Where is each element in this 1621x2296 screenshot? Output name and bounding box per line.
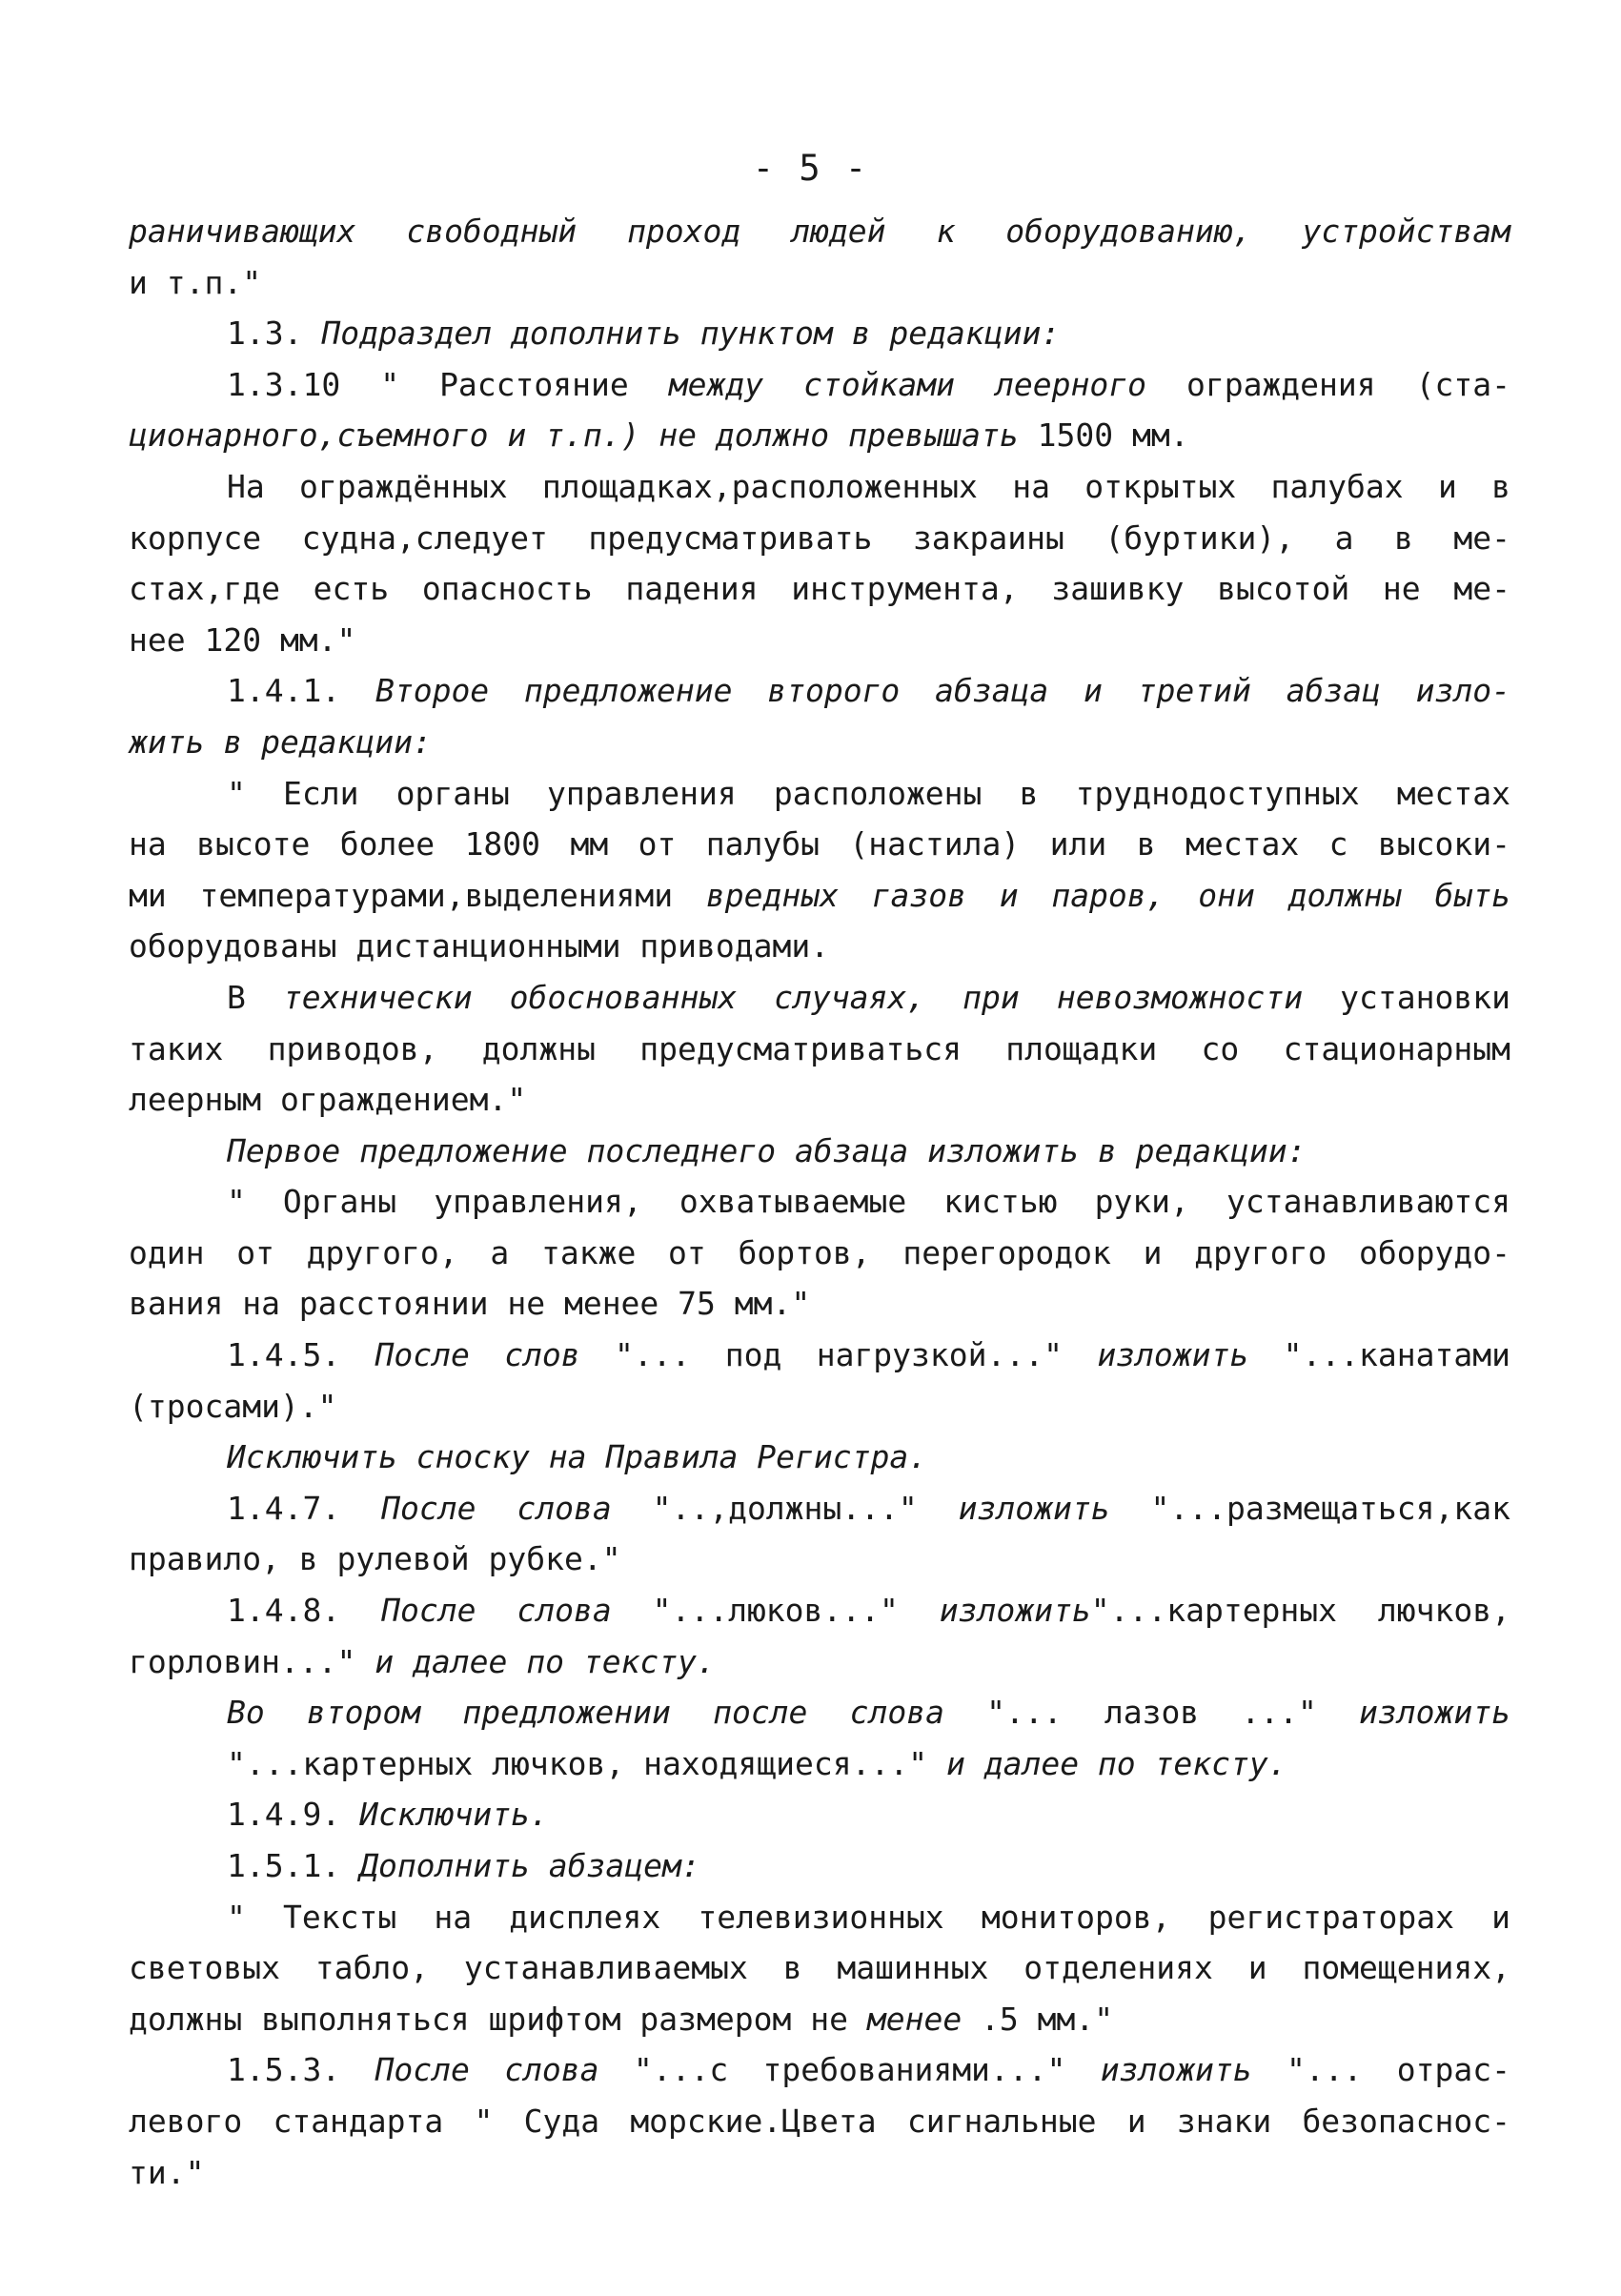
page-number: - 5 -: [752, 148, 869, 189]
text-segment: " Если органы управления расположены в труднодоступных местах: [227, 774, 1510, 812]
text-line: [129, 921, 1510, 972]
text-segment: ми температурами,выделениями: [129, 876, 706, 914]
text-segment: 1.4.9.: [227, 1796, 360, 1834]
text-line: [129, 1432, 1510, 1483]
text-segment: Второе предложение второго абзаца и третий абзац изло-: [375, 672, 1511, 710]
text-segment: Дополнить абзацем:: [359, 1847, 700, 1884]
text-segment: "...картерных лючков, находящиеся...": [227, 1744, 946, 1782]
text-line: [129, 768, 1510, 820]
text-line: [129, 2147, 1510, 2199]
text-line: [129, 410, 1510, 461]
text-line: [129, 1840, 1510, 1892]
text-segment: "...картерных лючков,: [1090, 1592, 1511, 1630]
text-segment: "... отрас-: [1251, 2051, 1510, 2089]
text-segment: должны выполняться шрифтом размером не: [129, 2000, 867, 2038]
text-segment: менее: [866, 2000, 962, 2038]
text-segment: 1500 мм.: [1037, 417, 1189, 455]
text-segment: 1.5.1.: [227, 1847, 360, 1884]
text-line: [129, 563, 1510, 615]
text-segment: изложить: [1100, 2051, 1252, 2089]
text-segment: 1.3.10 " Расстояние: [227, 365, 669, 403]
text-segment: 1.4.1.: [227, 672, 375, 710]
text-segment: левого стандарта " Суда морские.Цвета сигнальные и знаки безопаснос-: [129, 2102, 1510, 2140]
text-line: [129, 1024, 1510, 1075]
text-line: [129, 819, 1510, 870]
text-line: [129, 1687, 1510, 1738]
text-line: [129, 1789, 1510, 1840]
text-line: [129, 1278, 1510, 1330]
text-segment: ционарного,съемного и т.п.) не должно превышать: [129, 417, 1038, 455]
text-segment: " Органы управления, охватываемые кистью руки, устанавливаются: [227, 1183, 1510, 1221]
text-line: [129, 717, 1510, 768]
text-segment: "...канатами: [1248, 1336, 1510, 1374]
text-segment: один от другого, а также от бортов, перегородок и другого оборудо-: [129, 1233, 1510, 1271]
text-segment: После слова: [375, 2051, 599, 2089]
text-segment: леерным ограждением.": [129, 1081, 527, 1119]
text-line: [129, 1738, 1510, 1790]
text-line: [129, 1585, 1510, 1636]
text-segment: между стойками леерного: [668, 365, 1146, 403]
text-segment: установки: [1303, 978, 1510, 1016]
text-segment: изложить: [958, 1489, 1110, 1527]
text-segment: 1.5.3.: [227, 2051, 375, 2089]
text-line: [129, 1126, 1510, 1177]
text-line: [129, 2096, 1510, 2147]
text-line: [129, 665, 1510, 717]
text-segment: ти.": [129, 2153, 205, 2191]
text-line: [129, 513, 1510, 564]
text-line: [129, 257, 1510, 309]
text-segment: После слова: [381, 1592, 612, 1630]
text-segment: В: [227, 978, 283, 1016]
text-segment: (тросами).": [129, 1387, 337, 1425]
text-segment: и далее по тексту.: [375, 1642, 716, 1680]
text-segment: Исключить сноску на Правила Регистра.: [227, 1438, 928, 1476]
text-segment: 1.4.7.: [227, 1489, 382, 1527]
text-segment: Подраздел дополнить пунктом в редакции:: [321, 315, 1061, 353]
text-segment: "...размещаться,как: [1109, 1489, 1510, 1527]
text-segment: световых табло, устанавливаемых в машинных отделениях и помещениях,: [129, 1949, 1510, 1987]
text-segment: и т.п.": [129, 263, 262, 301]
text-segment: и далее по тексту.: [945, 1744, 1287, 1782]
text-segment: вредных газов и паров, они должны быть: [705, 876, 1510, 914]
text-segment: на высоте более 1800 мм от палубы (настила) или в местах с высоки-: [129, 825, 1510, 864]
text-line: [129, 1483, 1510, 1534]
text-line: [129, 615, 1510, 666]
text-segment: На ограждённых площадках,расположенных на открытых палубах и в: [227, 467, 1510, 505]
text-segment: вания на расстоянии не менее 75 мм.": [129, 1285, 811, 1323]
text-segment: "...с требованиями...": [598, 2051, 1101, 2089]
text-segment: оборудованы дистанционными приводами.: [129, 927, 830, 965]
text-line: [129, 972, 1510, 1024]
text-segment: "... лазов ...": [943, 1694, 1360, 1732]
text-line: [129, 1636, 1510, 1688]
text-line: [129, 359, 1510, 411]
text-segment: изложить: [1359, 1694, 1510, 1732]
text-line: [129, 461, 1510, 513]
text-segment: 1.4.5.: [227, 1336, 375, 1374]
text-segment: .5 мм.": [962, 2000, 1114, 2038]
text-line: [129, 206, 1510, 257]
text-segment: После слов: [375, 1336, 580, 1374]
text-segment: Во втором предложении после слова: [227, 1694, 944, 1732]
text-segment: технически обоснованных случаях, при невозможности: [282, 978, 1304, 1016]
text-line: [129, 1381, 1510, 1432]
text-line: [129, 1176, 1510, 1228]
text-segment: стах,где есть опасность падения инструмента, зашивку высотой не ме-: [129, 570, 1510, 608]
text-segment: правило, в рулевой рубке.": [129, 1540, 621, 1578]
text-segment: изложить: [939, 1592, 1091, 1630]
text-line: [129, 1942, 1510, 1994]
text-segment: ограждения (ста-: [1145, 365, 1510, 403]
text-segment: Исключить.: [359, 1796, 549, 1834]
body-text: [129, 206, 1510, 2198]
text-segment: корпусе судна,следует предусматривать закраины (буртики), а в ме-: [129, 518, 1510, 557]
text-segment: Первое предложение последнего абзаца изложить в редакции:: [227, 1131, 1307, 1169]
text-segment: жить в редакции:: [129, 722, 432, 761]
text-segment: 1.4.8.: [227, 1592, 382, 1630]
text-segment: "...люков...": [611, 1592, 940, 1630]
text-line: [129, 1892, 1510, 1943]
text-segment: " Тексты на дисплеях телевизионных мониторов, регистраторах и: [227, 1898, 1510, 1936]
text-segment: После слова: [381, 1489, 612, 1527]
text-segment: таких приводов, должны предусматриваться площадки со стационарным: [129, 1029, 1510, 1067]
text-segment: "... под нагрузкой...": [579, 1336, 1098, 1374]
text-segment: 1.3.: [227, 315, 322, 353]
text-line: [129, 1994, 1510, 2045]
text-line: [129, 2044, 1510, 2096]
text-line: [129, 1228, 1510, 1279]
text-segment: раничивающих свободный проход людей к оборудованию, устройствам: [129, 213, 1510, 250]
text-segment: "..,должны...": [611, 1489, 959, 1527]
text-segment: изложить: [1097, 1336, 1249, 1374]
text-line: [129, 1330, 1510, 1381]
text-line: [129, 1534, 1510, 1585]
text-segment: горловин...": [129, 1642, 375, 1680]
text-line: [129, 870, 1510, 922]
text-line: [129, 1074, 1510, 1126]
text-line: [129, 308, 1510, 359]
text-segment: нее 120 мм.": [129, 620, 356, 659]
